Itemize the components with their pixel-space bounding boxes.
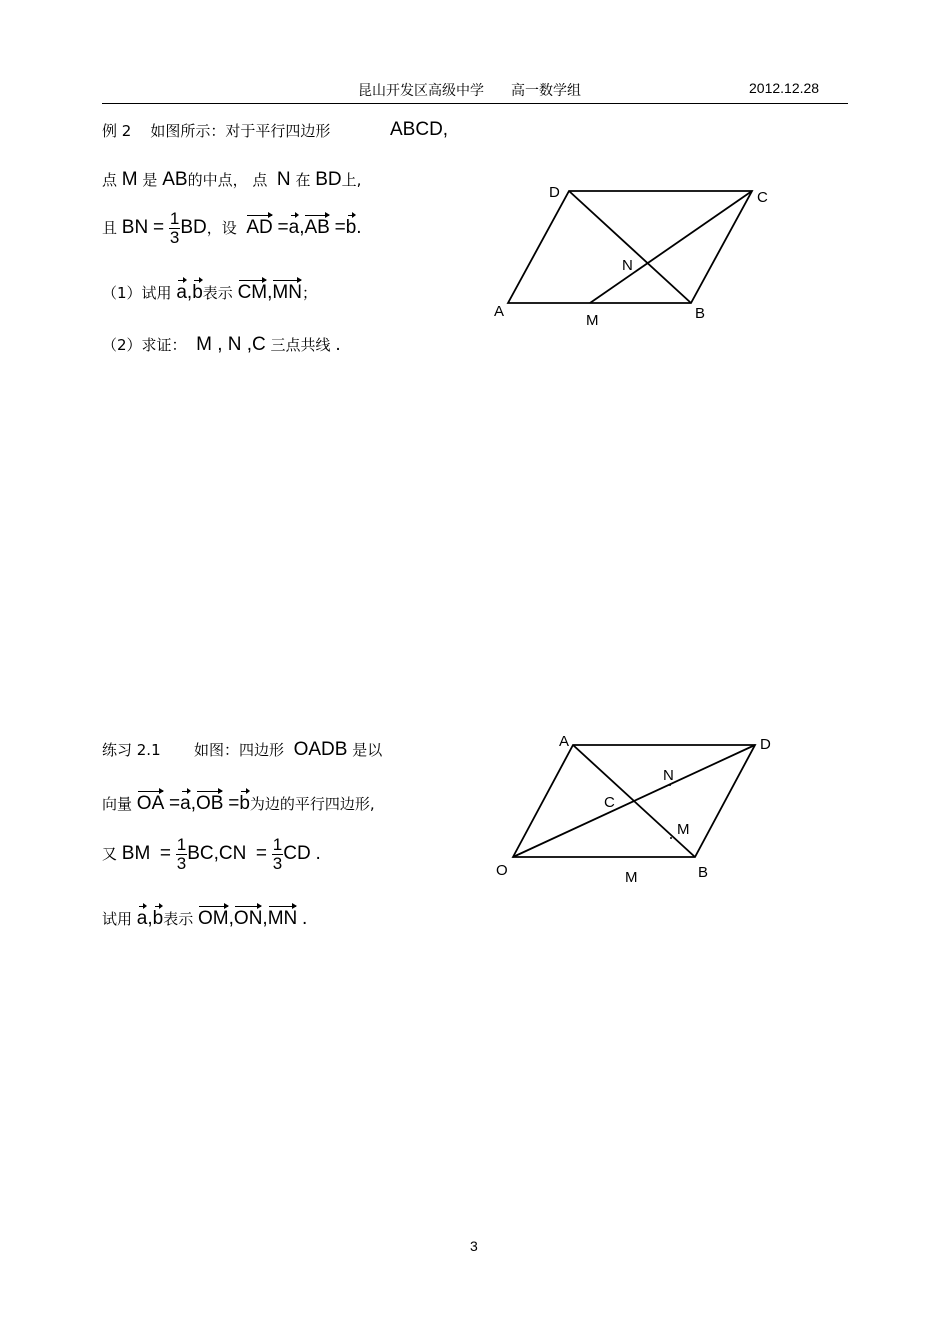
page-number: 3 <box>470 1238 478 1254</box>
equals: = <box>169 793 181 814</box>
text: 点 <box>252 171 268 189</box>
frac-den: 3 <box>272 853 283 873</box>
vector-oa: OA <box>136 793 165 814</box>
label-n: N <box>622 257 633 274</box>
vector-b: b <box>152 908 164 929</box>
vector-on: ON <box>233 908 263 929</box>
equals: = <box>277 216 289 238</box>
comma: , <box>299 216 305 238</box>
period: . <box>302 908 308 929</box>
segment-bc: BC <box>187 842 214 864</box>
example2-line2 <box>102 169 361 191</box>
vector-cm: CM <box>237 282 268 303</box>
segment-bd: BD <box>315 169 342 190</box>
exercise-line1 <box>102 739 382 761</box>
segment-bm: BM <box>121 842 151 864</box>
header-group: 高一数学组 <box>511 83 581 99</box>
label-a: A <box>494 303 505 320</box>
shape-oadb: OADB <box>293 739 348 760</box>
text: ； <box>301 284 317 302</box>
exercise-title: 练习 2.1 <box>102 741 161 759</box>
period: . <box>356 216 362 238</box>
text: （1）试用 <box>102 284 172 302</box>
text: 试用 <box>102 910 133 928</box>
text: 三点共线 <box>270 336 331 354</box>
segment-mc <box>590 191 752 303</box>
comma: , <box>213 842 219 864</box>
vector-a: a <box>176 282 187 303</box>
exercise-line2 <box>102 793 375 815</box>
text: ，设 <box>206 218 237 237</box>
text: 且 <box>102 218 118 237</box>
segment-bd: BD <box>180 216 207 238</box>
label-c: C <box>757 189 768 206</box>
example2-shape <box>390 119 448 141</box>
text: 是以 <box>352 741 383 759</box>
segment-ab: AB <box>162 169 188 190</box>
exercise-line4 <box>102 908 307 930</box>
period: . <box>335 334 341 355</box>
point-n-dot <box>669 784 671 786</box>
label-a: A <box>559 733 570 750</box>
text: 的中点， <box>187 171 248 189</box>
vector-b: b <box>345 216 357 238</box>
label-d: D <box>549 184 560 201</box>
text: 向量 <box>102 795 133 813</box>
exercise-line3 <box>102 836 321 873</box>
example2-figure <box>480 175 780 330</box>
example2-line1 <box>102 120 330 141</box>
comma: , <box>267 282 273 303</box>
period: . <box>315 842 321 864</box>
segment-bn: BN <box>121 216 149 238</box>
example2-line3 <box>102 210 362 247</box>
header-rule <box>102 103 848 104</box>
vector-ad: AD <box>246 216 273 238</box>
shape-abcd: ABCD <box>390 119 443 140</box>
label-b: B <box>698 864 709 881</box>
frac-num: 1 <box>176 835 187 854</box>
label-m: M <box>586 312 599 329</box>
vector-a: a <box>180 793 191 814</box>
vector-mn: MN <box>267 908 298 929</box>
text: 表示 <box>163 910 194 928</box>
point-n: N <box>276 169 291 190</box>
vector-mn: MN <box>272 282 302 303</box>
label-o: O <box>496 862 508 879</box>
text: 为边的平行四边形, <box>249 795 375 813</box>
text: 上, <box>341 171 362 189</box>
vector-b: b <box>192 282 203 303</box>
text: 点 <box>102 171 118 189</box>
comma: , <box>190 793 196 814</box>
fraction-one-third <box>272 836 283 873</box>
example2-question1 <box>102 282 317 304</box>
vector-b: b <box>239 793 250 814</box>
example2-intro: 如图所示：对于平行四边形 <box>150 122 331 140</box>
example2-title: 例 2 <box>102 122 132 140</box>
text: 如图：四边形 <box>194 741 285 759</box>
text: 又 <box>102 844 118 863</box>
header-school: 昆山开发区高级中学 <box>358 83 484 99</box>
point-m: M <box>121 169 138 190</box>
equals: = <box>255 842 267 864</box>
vector-a: a <box>136 908 148 929</box>
label-d: D <box>760 736 771 753</box>
comma: , <box>186 282 193 303</box>
label-c: C <box>604 794 615 811</box>
frac-num: 1 <box>272 835 283 854</box>
text: 在 <box>295 171 311 189</box>
text: 表示 <box>202 284 233 302</box>
exercise-figure <box>485 725 785 895</box>
equals: = <box>334 216 346 238</box>
fraction-one-third <box>176 836 187 873</box>
text: （2）求证： <box>102 336 187 354</box>
vector-ab: AB <box>304 216 330 238</box>
vector-a: a <box>288 216 300 238</box>
example2-question2 <box>102 334 341 356</box>
vector-ob: OB <box>196 793 224 814</box>
frac-den: 3 <box>169 227 180 247</box>
label-m-inner: M <box>677 821 690 838</box>
comma: , <box>262 908 268 929</box>
label-m-bottom: M <box>625 869 638 886</box>
vector-om: OM <box>198 908 229 929</box>
point-m-dot <box>670 837 672 839</box>
comma: , <box>442 119 449 140</box>
comma: , <box>147 908 153 929</box>
comma: , <box>228 908 234 929</box>
segment-cd: CD <box>283 842 311 864</box>
segment-cn: CN <box>218 842 247 864</box>
frac-num: 1 <box>169 209 180 228</box>
diagonal-db <box>569 191 691 303</box>
equals: = <box>228 793 240 814</box>
label-n: N <box>663 767 674 784</box>
equals: = <box>159 842 171 864</box>
header-date: 2012.12.28 <box>749 80 820 96</box>
text: 是 <box>142 171 158 189</box>
points-mnc: M , N ,C <box>196 334 266 355</box>
diagonal-od <box>513 745 755 857</box>
equals: = <box>152 216 165 238</box>
label-b: B <box>695 305 706 322</box>
fraction-one-third <box>169 210 180 247</box>
frac-den: 3 <box>176 853 187 873</box>
